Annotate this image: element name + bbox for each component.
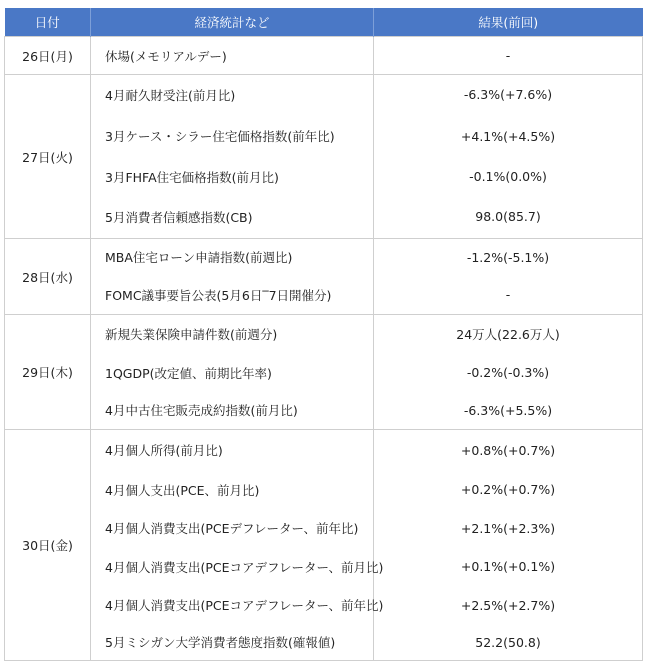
indicator-cell: 休場(メモリアルデー) — [91, 37, 374, 75]
header-date: 日付 — [5, 8, 91, 37]
indicator-cell: 新規失業保険申請件数(前週分) — [91, 315, 374, 354]
indicator-cell: 4月個人消費支出(PCEコアデフレーター、前月比) — [91, 548, 374, 586]
table-row — [5, 115, 643, 158]
result-cell: +0.8%(+0.7%) — [374, 430, 643, 471]
table-row — [5, 239, 643, 276]
result-cell: -6.3%(+7.6%) — [374, 75, 643, 115]
table-row — [5, 586, 643, 625]
date-cell: 26日(月) — [5, 37, 91, 75]
result-cell: -6.3%(+5.5%) — [374, 392, 643, 430]
result-cell: -0.2%(-0.3%) — [374, 354, 643, 392]
indicator-cell: 4月中古住宅販売成約指数(前月比) — [91, 392, 374, 430]
indicator-cell: 1QGDP(改定値、前期比年率) — [91, 354, 374, 392]
result-cell: -1.2%(-5.1%) — [374, 239, 643, 276]
table-row — [5, 158, 643, 196]
date-cell: 27日(火) — [5, 75, 91, 239]
table-row — [5, 625, 643, 661]
indicator-cell: 4月個人消費支出(PCEデフレーター、前年比) — [91, 509, 374, 548]
date-cell: 29日(木) — [5, 315, 91, 430]
result-cell: - — [374, 37, 643, 75]
result-cell: 52.2(50.8) — [374, 625, 643, 661]
result-cell: +4.1%(+4.5%) — [374, 115, 643, 158]
table-row — [5, 315, 643, 354]
table-row — [5, 471, 643, 509]
table-row — [5, 430, 643, 471]
indicator-cell: 3月FHFA住宅価格指数(前月比) — [91, 158, 374, 196]
indicator-cell: 4月個人消費支出(PCEコアデフレーター、前年比) — [91, 586, 374, 625]
indicator-cell: 5月ミシガン大学消費者態度指数(確報値) — [91, 625, 374, 661]
table-row — [5, 196, 643, 239]
indicator-cell: MBA住宅ローン申請指数(前週比) — [91, 239, 374, 276]
result-cell: -0.1%(0.0%) — [374, 158, 643, 196]
header-result: 結果(前回) — [374, 8, 643, 37]
table-body — [5, 37, 643, 661]
indicator-cell: 5月消費者信頼感指数(CB) — [91, 196, 374, 239]
result-cell: +0.2%(+0.7%) — [374, 471, 643, 509]
result-cell: +2.1%(+2.3%) — [374, 509, 643, 548]
date-cell: 30日(金) — [5, 430, 91, 661]
table-row — [5, 354, 643, 392]
date-cell: 28日(水) — [5, 239, 91, 315]
table-row — [5, 276, 643, 315]
table-row — [5, 37, 643, 75]
table-row — [5, 509, 643, 548]
table-row — [5, 75, 643, 115]
indicator-cell: FOMC議事要旨公表(5月6日‾7日開催分) — [91, 276, 374, 315]
economic-calendar-table — [4, 8, 643, 661]
result-cell: +2.5%(+2.7%) — [374, 586, 643, 625]
header-row — [5, 8, 643, 37]
indicator-cell: 4月個人支出(PCE、前月比) — [91, 471, 374, 509]
indicator-cell: 3月ケース・シラー住宅価格指数(前年比) — [91, 115, 374, 158]
table-row — [5, 548, 643, 586]
result-cell: 24万人(22.6万人) — [374, 315, 643, 354]
header-item: 経済統計など — [91, 8, 374, 37]
result-cell: +0.1%(+0.1%) — [374, 548, 643, 586]
result-cell: - — [374, 276, 643, 315]
indicator-cell: 4月個人所得(前月比) — [91, 430, 374, 471]
table-row — [5, 392, 643, 430]
indicator-cell: 4月耐久財受注(前月比) — [91, 75, 374, 115]
result-cell: 98.0(85.7) — [374, 196, 643, 239]
